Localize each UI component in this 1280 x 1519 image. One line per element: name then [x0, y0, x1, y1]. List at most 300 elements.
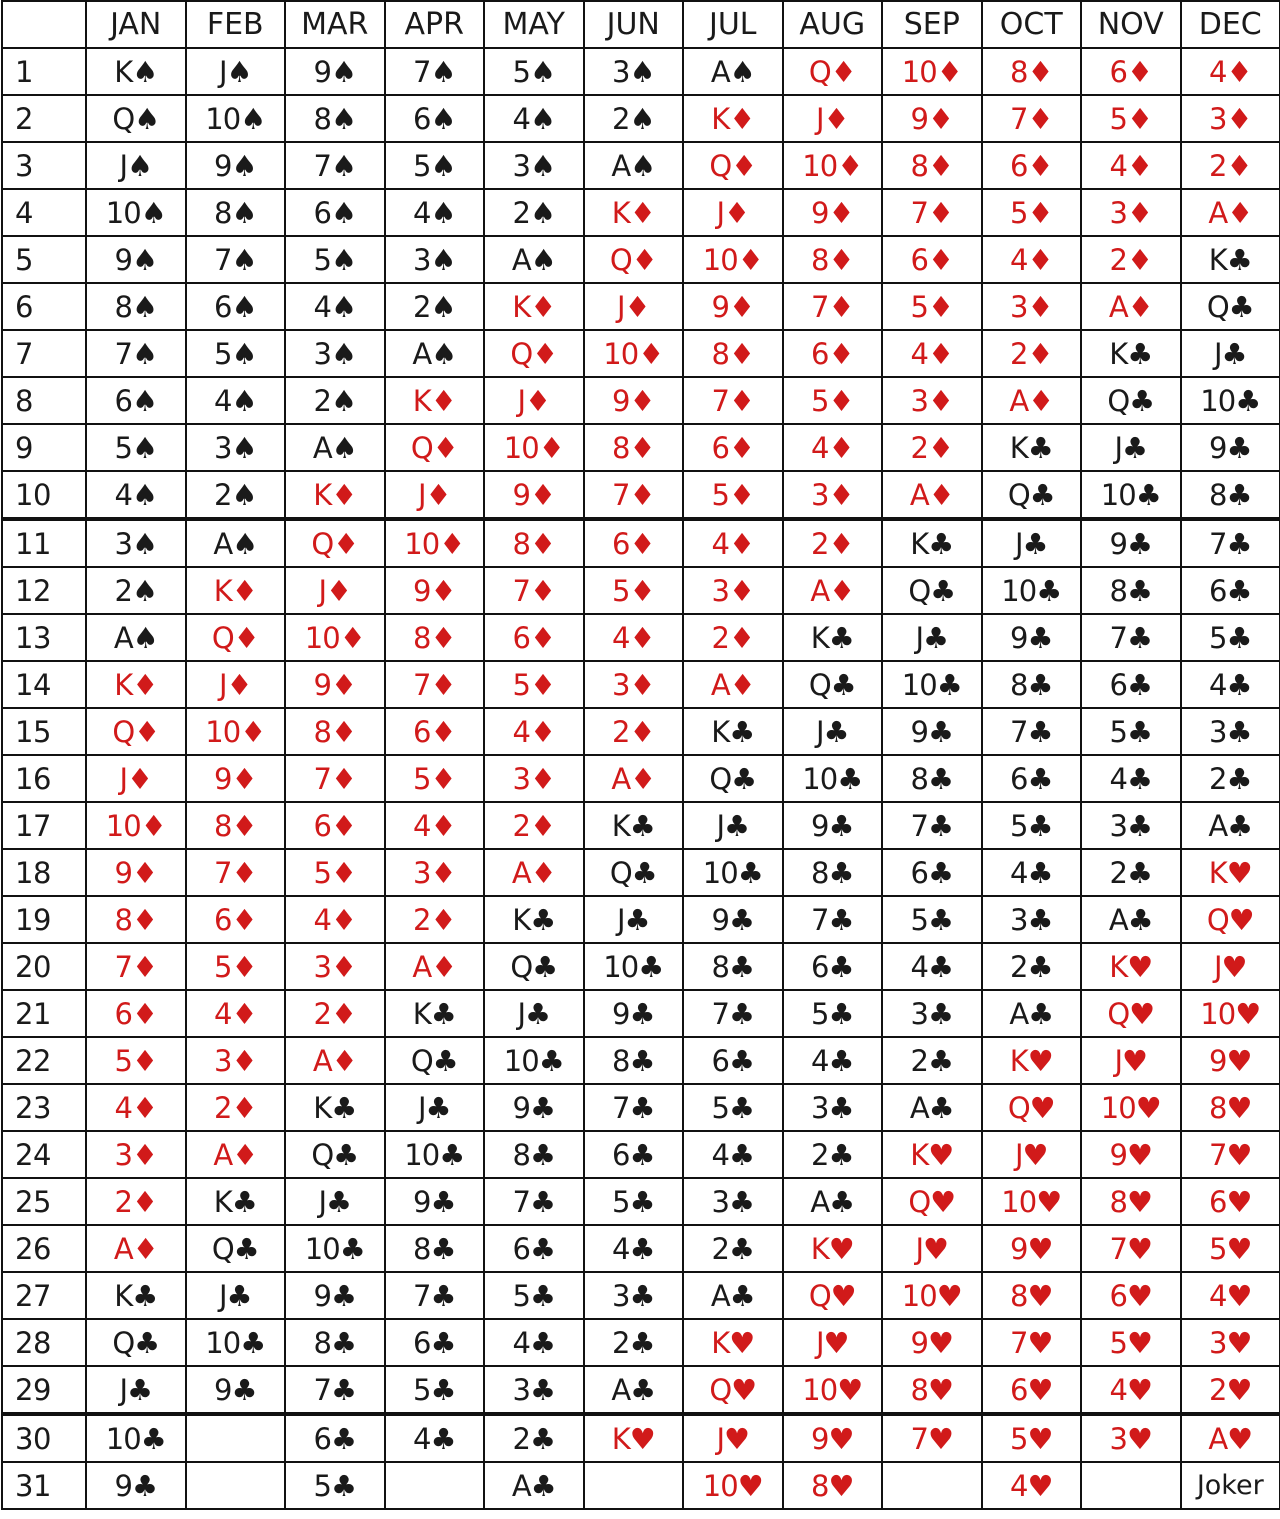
card-cell: K♥ — [1081, 943, 1181, 990]
card-cell: 4♦ — [86, 1084, 186, 1131]
card-cell: 4♣ — [484, 1319, 584, 1366]
card-cell: 9♦ — [484, 471, 584, 519]
card-cell: J♥ — [683, 1414, 783, 1462]
card-cell: K♣ — [982, 424, 1082, 471]
card-cell: 7♦ — [882, 189, 982, 236]
card-cell: 2♠ — [484, 189, 584, 236]
card-cell: A♠ — [86, 614, 186, 661]
card-cell: J♣ — [484, 990, 584, 1037]
card-cell: 3♥ — [1081, 1414, 1181, 1462]
card-cell: J♣ — [982, 519, 1082, 567]
card-cell: 10♣ — [982, 567, 1082, 614]
card-cell: K♥ — [584, 1414, 684, 1462]
table-row — [2, 1131, 1280, 1178]
card-cell: 9♣ — [86, 1462, 186, 1509]
table-row — [2, 236, 1280, 283]
card-cell: 10♣ — [1181, 377, 1280, 424]
card-cell: 4♠ — [484, 95, 584, 142]
card-cell: A♣ — [584, 1366, 684, 1414]
table-row — [2, 567, 1280, 614]
card-cell: 10♣ — [683, 849, 783, 896]
card-cell: 7♦ — [982, 95, 1082, 142]
card-cell: 10♥ — [982, 1178, 1082, 1225]
day-label: 12 — [2, 567, 86, 614]
card-cell: Q♣ — [882, 567, 982, 614]
month-header-feb: FEB — [186, 1, 286, 48]
card-cell: 5♣ — [385, 1366, 485, 1414]
joker-cell: Joker — [1181, 1462, 1280, 1509]
card-cell: A♠ — [285, 424, 385, 471]
card-cell: 6♣ — [1181, 567, 1280, 614]
card-cell: 4♠ — [86, 471, 186, 519]
card-cell: 4♣ — [1181, 661, 1280, 708]
day-label: 24 — [2, 1131, 86, 1178]
table-row — [2, 1414, 1280, 1462]
card-cell: A♦ — [1081, 283, 1181, 330]
card-cell: 7♣ — [882, 802, 982, 849]
card-cell: J♥ — [1081, 1037, 1181, 1084]
card-cell: 10♥ — [783, 1366, 883, 1414]
card-cell: 2♦ — [1181, 142, 1280, 189]
card-cell: 10♣ — [285, 1225, 385, 1272]
card-cell: 4♦ — [982, 236, 1082, 283]
table-row — [2, 1462, 1280, 1509]
card-cell: K♥ — [783, 1225, 883, 1272]
card-cell: A♦ — [186, 1131, 286, 1178]
card-cell: Q♦ — [484, 330, 584, 377]
card-cell: 6♣ — [783, 943, 883, 990]
card-cell: 9♣ — [683, 896, 783, 943]
card-cell: J♥ — [783, 1319, 883, 1366]
card-cell: J♦ — [285, 567, 385, 614]
card-cell: 8♦ — [484, 519, 584, 567]
card-cell: 10♦ — [683, 236, 783, 283]
card-cell: A♦ — [1181, 189, 1280, 236]
card-cell: 4♣ — [385, 1414, 485, 1462]
card-cell: 8♦ — [783, 236, 883, 283]
card-cell: 9♣ — [584, 990, 684, 1037]
card-cell: 10♦ — [584, 330, 684, 377]
day-label: 4 — [2, 189, 86, 236]
card-cell: 10♥ — [882, 1272, 982, 1319]
card-cell: 2♣ — [1181, 755, 1280, 802]
table-row — [2, 1272, 1280, 1319]
card-cell: 7♥ — [982, 1319, 1082, 1366]
card-cell: 6♦ — [484, 614, 584, 661]
card-cell: A♣ — [683, 1272, 783, 1319]
month-header-dec: DEC — [1181, 1, 1280, 48]
card-cell: 9♦ — [385, 567, 485, 614]
card-cell: J♣ — [186, 1272, 286, 1319]
card-cell: 8♣ — [1181, 471, 1280, 519]
card-cell: K♣ — [1181, 236, 1280, 283]
card-cell: Q♦ — [683, 142, 783, 189]
day-label: 25 — [2, 1178, 86, 1225]
card-cell: 3♣ — [882, 990, 982, 1037]
day-label: 15 — [2, 708, 86, 755]
card-cell: 9♦ — [882, 95, 982, 142]
card-cell: 8♦ — [285, 708, 385, 755]
card-cell: J♣ — [783, 708, 883, 755]
card-cell: 5♦ — [982, 189, 1082, 236]
card-cell: J♥ — [1181, 943, 1280, 990]
card-cell: J♦ — [385, 471, 485, 519]
card-cell: Q♣ — [285, 1131, 385, 1178]
card-cell: J♣ — [86, 1366, 186, 1414]
card-cell: 9♣ — [484, 1084, 584, 1131]
card-cell: Q♣ — [86, 1319, 186, 1366]
card-cell: 6♣ — [484, 1225, 584, 1272]
card-cell: 4♣ — [1081, 755, 1181, 802]
card-cell: A♦ — [982, 377, 1082, 424]
card-cell: 9♣ — [1181, 424, 1280, 471]
card-cell: 2♣ — [1081, 849, 1181, 896]
card-cell: 7♥ — [882, 1414, 982, 1462]
card-cell: 7♦ — [86, 943, 186, 990]
card-cell: K♦ — [186, 567, 286, 614]
card-cell: K♣ — [882, 519, 982, 567]
card-cell: Q♦ — [385, 424, 485, 471]
card-cell: 5♦ — [285, 849, 385, 896]
card-cell: A♣ — [1081, 896, 1181, 943]
card-cell: 3♦ — [186, 1037, 286, 1084]
card-cell: 5♦ — [1081, 95, 1181, 142]
card-cell: 3♠ — [385, 236, 485, 283]
calendar-body — [2, 48, 1280, 1509]
card-cell: K♦ — [86, 661, 186, 708]
card-cell: 7♦ — [584, 471, 684, 519]
card-cell: 10♣ — [484, 1037, 584, 1084]
day-label: 5 — [2, 236, 86, 283]
day-label: 23 — [2, 1084, 86, 1131]
card-cell: 9♥ — [982, 1225, 1082, 1272]
month-header-jan: JAN — [86, 1, 186, 48]
card-cell: 3♠ — [86, 519, 186, 567]
table-row — [2, 1225, 1280, 1272]
card-cell: K♦ — [285, 471, 385, 519]
table-row — [2, 661, 1280, 708]
card-cell: Q♦ — [186, 614, 286, 661]
card-cell: 2♠ — [86, 567, 186, 614]
day-label: 1 — [2, 48, 86, 95]
card-calendar-table — [1, 0, 1280, 1510]
table-row — [2, 330, 1280, 377]
card-cell: 7♠ — [285, 142, 385, 189]
card-cell: A♦ — [783, 567, 883, 614]
card-cell: 6♥ — [1181, 1178, 1280, 1225]
card-cell: 6♦ — [882, 236, 982, 283]
card-cell: J♣ — [683, 802, 783, 849]
card-cell: 4♠ — [285, 283, 385, 330]
card-cell: 7♦ — [783, 283, 883, 330]
table-row — [2, 1178, 1280, 1225]
empty-cell — [385, 1462, 485, 1509]
card-cell: 2♣ — [882, 1037, 982, 1084]
card-cell: 5♣ — [683, 1084, 783, 1131]
day-label: 20 — [2, 943, 86, 990]
card-cell: 8♦ — [882, 142, 982, 189]
table-row — [2, 1084, 1280, 1131]
empty-cell — [882, 1462, 982, 1509]
table-row — [2, 142, 1280, 189]
card-cell: A♠ — [683, 48, 783, 95]
card-cell: K♥ — [882, 1131, 982, 1178]
card-cell: A♣ — [1181, 802, 1280, 849]
table-row — [2, 849, 1280, 896]
card-cell: 5♦ — [86, 1037, 186, 1084]
card-cell: 5♣ — [285, 1462, 385, 1509]
card-cell: 8♣ — [783, 849, 883, 896]
card-cell: 3♦ — [484, 755, 584, 802]
card-cell: K♥ — [1181, 849, 1280, 896]
card-cell: 9♣ — [385, 1178, 485, 1225]
month-header-apr: APR — [385, 1, 485, 48]
card-cell: 8♣ — [882, 755, 982, 802]
card-cell: 7♣ — [783, 896, 883, 943]
card-cell: 8♣ — [484, 1131, 584, 1178]
card-cell: Q♦ — [584, 236, 684, 283]
card-cell: 2♦ — [86, 1178, 186, 1225]
card-cell: 5♦ — [584, 567, 684, 614]
day-label: 16 — [2, 755, 86, 802]
card-cell: 7♣ — [285, 1366, 385, 1414]
card-cell: 6♠ — [285, 189, 385, 236]
card-cell: Q♥ — [882, 1178, 982, 1225]
card-cell: Q♥ — [1181, 896, 1280, 943]
card-cell: 9♣ — [783, 802, 883, 849]
month-header-aug: AUG — [783, 1, 883, 48]
day-label: 18 — [2, 849, 86, 896]
card-cell: A♠ — [484, 236, 584, 283]
card-cell: 7♣ — [484, 1178, 584, 1225]
card-cell: 8♣ — [285, 1319, 385, 1366]
card-cell: 2♦ — [1081, 236, 1181, 283]
day-label: 10 — [2, 471, 86, 519]
card-cell: 10♣ — [783, 755, 883, 802]
day-label: 27 — [2, 1272, 86, 1319]
card-cell: 9♠ — [186, 142, 286, 189]
table-row — [2, 471, 1280, 519]
card-cell: 2♦ — [186, 1084, 286, 1131]
card-cell: Q♣ — [484, 943, 584, 990]
card-cell: 2♦ — [882, 424, 982, 471]
card-cell: Q♣ — [385, 1037, 485, 1084]
card-cell: 8♣ — [385, 1225, 485, 1272]
day-label: 14 — [2, 661, 86, 708]
card-cell: 9♥ — [783, 1414, 883, 1462]
card-cell: 5♠ — [385, 142, 485, 189]
card-cell: 6♦ — [186, 896, 286, 943]
card-cell: Q♥ — [1081, 990, 1181, 1037]
card-cell: 6♣ — [683, 1037, 783, 1084]
card-cell: A♥ — [1181, 1414, 1280, 1462]
card-cell: Q♥ — [683, 1366, 783, 1414]
day-label: 17 — [2, 802, 86, 849]
empty-cell — [1081, 1462, 1181, 1509]
card-cell: 5♠ — [484, 48, 584, 95]
card-cell: 3♣ — [982, 896, 1082, 943]
card-cell: 9♥ — [1181, 1037, 1280, 1084]
card-cell: 3♦ — [385, 849, 485, 896]
card-cell: A♦ — [484, 849, 584, 896]
month-header-oct: OCT — [982, 1, 1082, 48]
card-cell: K♠ — [86, 48, 186, 95]
empty-cell — [186, 1414, 286, 1462]
card-cell: 8♥ — [1181, 1084, 1280, 1131]
card-cell: 10♦ — [86, 802, 186, 849]
card-cell: 2♦ — [783, 519, 883, 567]
card-cell: 5♦ — [783, 377, 883, 424]
day-label: 19 — [2, 896, 86, 943]
card-cell: 3♦ — [86, 1131, 186, 1178]
card-cell: 6♠ — [86, 377, 186, 424]
card-cell: 2♦ — [584, 708, 684, 755]
card-cell: J♣ — [385, 1084, 485, 1131]
card-cell: K♣ — [1081, 330, 1181, 377]
card-cell: 4♥ — [1181, 1272, 1280, 1319]
card-cell: 7♠ — [385, 48, 485, 95]
card-cell: Q♣ — [1081, 377, 1181, 424]
card-cell: Q♥ — [783, 1272, 883, 1319]
card-cell: 6♦ — [285, 802, 385, 849]
card-cell: 2♠ — [385, 283, 485, 330]
card-cell: J♦ — [783, 95, 883, 142]
card-cell: 2♦ — [683, 614, 783, 661]
card-cell: A♣ — [783, 1178, 883, 1225]
card-cell: 10♥ — [1081, 1084, 1181, 1131]
card-cell: 5♦ — [683, 471, 783, 519]
card-cell: 5♠ — [285, 236, 385, 283]
card-cell: 9♣ — [982, 614, 1082, 661]
table-row — [2, 48, 1280, 95]
card-cell: 8♦ — [683, 330, 783, 377]
card-cell: 6♥ — [982, 1366, 1082, 1414]
card-cell: Q♦ — [86, 708, 186, 755]
card-cell: 8♦ — [86, 896, 186, 943]
card-cell: 4♦ — [484, 708, 584, 755]
card-cell: 4♦ — [285, 896, 385, 943]
table-row — [2, 95, 1280, 142]
month-header-nov: NOV — [1081, 1, 1181, 48]
card-cell: 8♠ — [285, 95, 385, 142]
card-cell: 8♥ — [982, 1272, 1082, 1319]
card-cell: 6♣ — [285, 1414, 385, 1462]
card-cell: Q♣ — [783, 661, 883, 708]
card-cell: K♦ — [385, 377, 485, 424]
card-cell: 10♣ — [882, 661, 982, 708]
card-cell: 4♦ — [186, 990, 286, 1037]
card-cell: A♠ — [186, 519, 286, 567]
card-cell: J♥ — [882, 1225, 982, 1272]
card-cell: 9♦ — [783, 189, 883, 236]
card-cell: 4♣ — [584, 1225, 684, 1272]
card-cell: 10♣ — [86, 1414, 186, 1462]
card-cell: 3♦ — [1181, 95, 1280, 142]
card-cell: 5♠ — [86, 424, 186, 471]
card-cell: 6♥ — [1081, 1272, 1181, 1319]
card-cell: Q♣ — [982, 471, 1082, 519]
card-cell: 5♦ — [882, 283, 982, 330]
card-cell: 8♥ — [882, 1366, 982, 1414]
card-cell: 4♠ — [385, 189, 485, 236]
card-cell: 10♦ — [484, 424, 584, 471]
card-cell: 5♣ — [882, 896, 982, 943]
day-label: 8 — [2, 377, 86, 424]
card-cell: 6♦ — [86, 990, 186, 1037]
card-cell: Q♣ — [584, 849, 684, 896]
month-header-jun: JUN — [584, 1, 684, 48]
card-cell: A♦ — [285, 1037, 385, 1084]
card-cell: K♣ — [683, 708, 783, 755]
card-cell: 10♣ — [584, 943, 684, 990]
card-cell: 5♣ — [783, 990, 883, 1037]
card-cell: 8♥ — [1081, 1178, 1181, 1225]
card-cell: K♣ — [285, 1084, 385, 1131]
card-cell: 6♦ — [1081, 48, 1181, 95]
table-row — [2, 189, 1280, 236]
card-cell: 5♦ — [484, 661, 584, 708]
card-cell: K♦ — [683, 95, 783, 142]
card-cell: Q♠ — [86, 95, 186, 142]
card-cell: 6♣ — [584, 1131, 684, 1178]
card-cell: 9♠ — [86, 236, 186, 283]
card-cell: J♣ — [285, 1178, 385, 1225]
card-cell: 2♣ — [783, 1131, 883, 1178]
card-cell: 9♣ — [285, 1272, 385, 1319]
card-cell: 4♦ — [683, 519, 783, 567]
card-cell: 3♣ — [584, 1272, 684, 1319]
card-cell: 7♣ — [584, 1084, 684, 1131]
card-cell: 3♦ — [683, 567, 783, 614]
card-cell: 6♣ — [1081, 661, 1181, 708]
card-cell: 8♣ — [1081, 567, 1181, 614]
day-label: 2 — [2, 95, 86, 142]
table-row — [2, 1037, 1280, 1084]
card-cell: K♣ — [385, 990, 485, 1037]
day-label: 31 — [2, 1462, 86, 1509]
card-cell: K♦ — [484, 283, 584, 330]
card-cell: 5♦ — [385, 755, 485, 802]
day-label: 21 — [2, 990, 86, 1037]
table-row — [2, 708, 1280, 755]
card-cell: J♦ — [86, 755, 186, 802]
card-cell: 2♦ — [385, 896, 485, 943]
card-cell: 2♠ — [186, 471, 286, 519]
corner-cell — [2, 1, 86, 48]
card-cell: 8♣ — [683, 943, 783, 990]
card-cell: 9♣ — [186, 1366, 286, 1414]
day-label: 13 — [2, 614, 86, 661]
card-cell: 8♦ — [385, 614, 485, 661]
card-cell: 6♦ — [584, 519, 684, 567]
card-cell: J♣ — [1081, 424, 1181, 471]
card-cell: 7♣ — [1181, 519, 1280, 567]
card-cell: J♦ — [186, 661, 286, 708]
card-cell: A♦ — [584, 755, 684, 802]
card-cell: 3♣ — [683, 1178, 783, 1225]
card-cell: A♠ — [385, 330, 485, 377]
table-row — [2, 377, 1280, 424]
card-cell: 3♠ — [484, 142, 584, 189]
card-cell: 4♣ — [982, 849, 1082, 896]
card-cell: 9♦ — [186, 755, 286, 802]
empty-cell — [186, 1462, 286, 1509]
card-cell: 6♣ — [385, 1319, 485, 1366]
card-cell: 7♦ — [285, 755, 385, 802]
card-cell: A♠ — [584, 142, 684, 189]
card-cell: 6♣ — [882, 849, 982, 896]
card-cell: 8♦ — [982, 48, 1082, 95]
